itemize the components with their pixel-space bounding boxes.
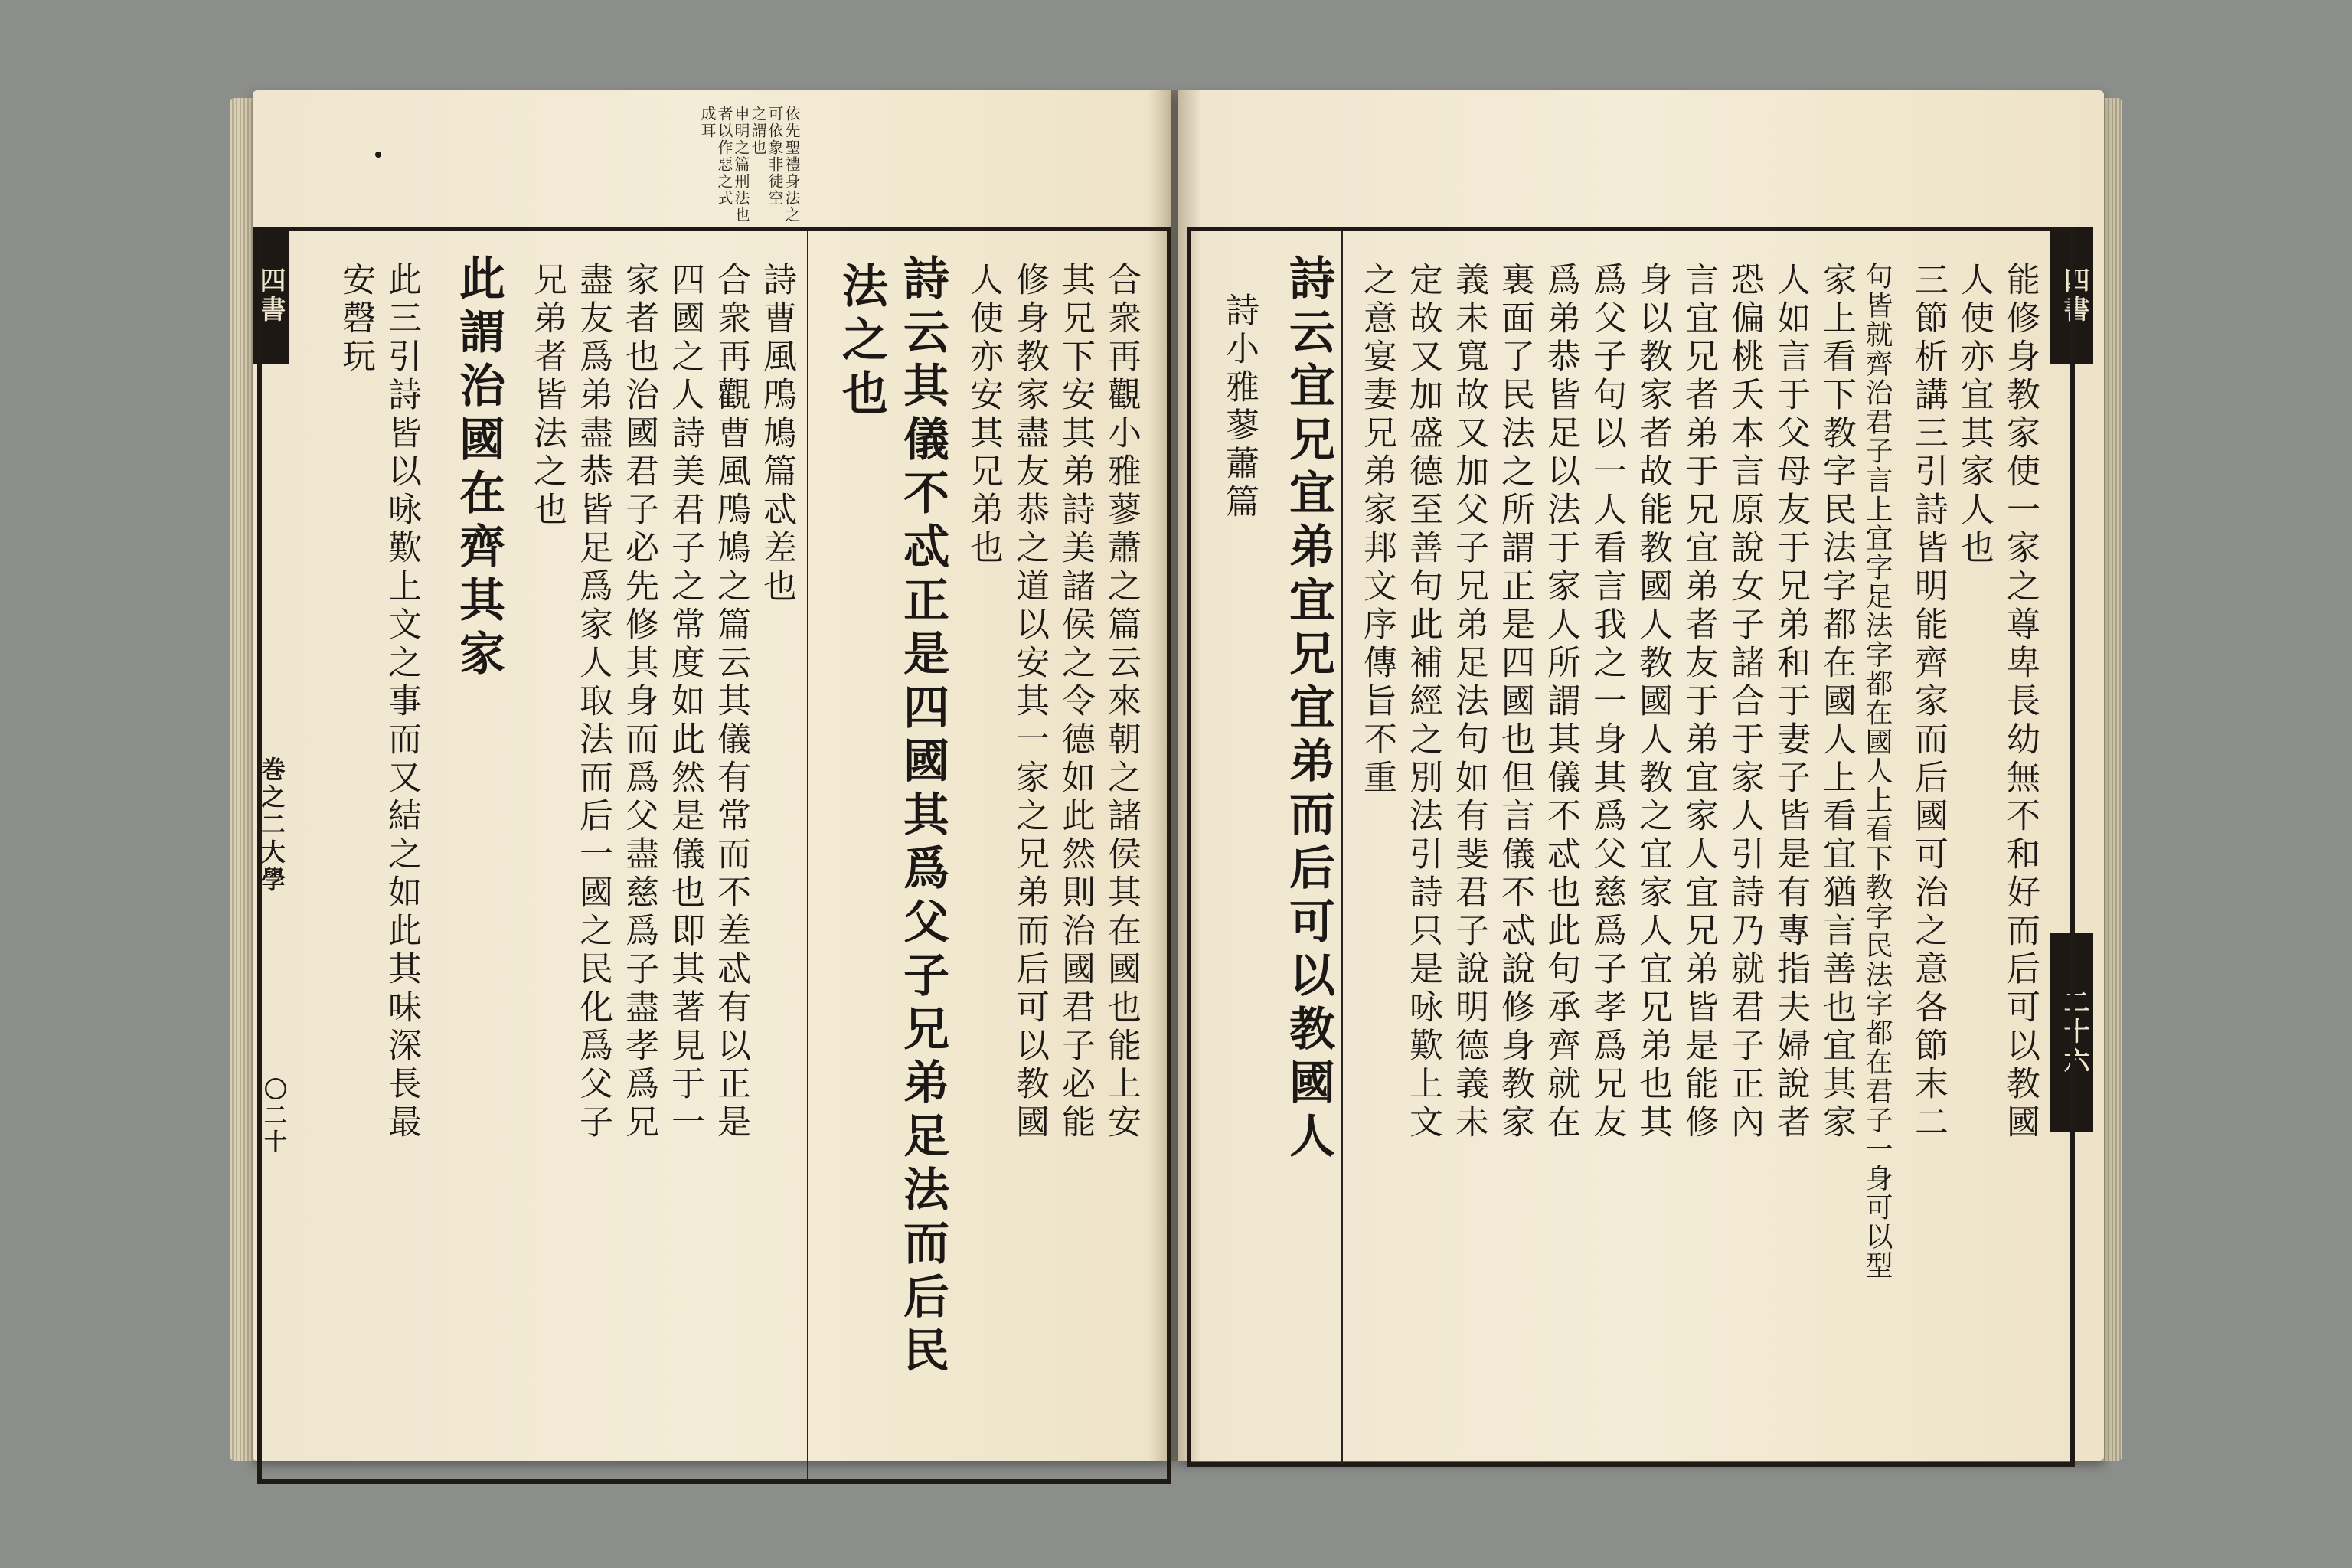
left-col-5: 家者也治國君子必先修其身而爲父盡慈爲子盡孝爲兄 [619, 262, 658, 1142]
right-col-5: 家上看下教字民法字都在國人上看宜猶言善也宜其家 [1817, 262, 1856, 1142]
left-col-2: 此三引詩皆以咏歎上文之事而又結之如此其味深長最 [382, 262, 421, 1142]
left-col-3: 兄弟者皆法之也 [528, 262, 567, 530]
right-col-15: 之意宴妻兄弟家邦文序傳旨不重 [1357, 262, 1396, 798]
left-col-8: 詩曹風鳲鳩篇忒差也 [757, 262, 796, 606]
left-big-text-2: 詩云其儀不忒正是四國其爲父子兄弟足法而后民 [896, 254, 949, 1380]
right-col-7: 恐偏桃夭本言原說女子諸合于家人引詩乃就君子正內 [1725, 262, 1764, 1142]
left-band-lower: 巻之二大學 [257, 756, 286, 894]
top-note-3: 之謂也 [749, 106, 767, 156]
left-text-frame [257, 227, 1171, 1484]
left-col-13: 修身教家盡友恭之道以安其一家之兄弟而后可以教國 [1010, 262, 1049, 1142]
left-col-14: 人使亦安其兄弟也 [964, 262, 1003, 568]
right-col-10: 爲父子句以一人看言我之一身其爲父慈爲子孝爲兄友 [1587, 262, 1626, 1142]
right-col-3: 三節析講三引詩皆明能齊家而后國可治之意各節末二 [1909, 262, 1948, 1142]
right-col-12: 裏面了民法之所謂正是四國也但言儀不忒說修身教家 [1495, 262, 1534, 1142]
left-col-12: 其兄下安其弟詩美諸侯之令德如此然則治國君子必能 [1056, 262, 1095, 1142]
right-col-6: 人如言于父母友于兄弟和于妻子皆是有專指夫婦說者 [1771, 262, 1810, 1142]
top-note-5: 者以作惡之式 [715, 106, 733, 207]
right-col-2: 人使亦宜其家人也 [1955, 262, 1994, 568]
left-col-11: 合衆再觀小雅蓼蕭之篇云來朝之諸侯其在國也能上安 [1102, 262, 1141, 1142]
right-col-11: 爲弟恭皆足以法于家人所謂其儀不忒也此句承齊就在 [1541, 262, 1580, 1142]
right-col-14: 定故又加盛德至善句此補經之別法引詩只是咏歎上文 [1403, 262, 1442, 1142]
right-band-lower: 二十六 [2050, 933, 2093, 1132]
left-col-4: 盡友爲弟盡恭皆足爲家人取法而后一國之民化爲父子 [573, 262, 612, 1142]
right-band-title: 四書 [2050, 227, 2093, 364]
left-folio: 〇二十 [260, 1077, 286, 1155]
top-note-1: 依先聖禮身法之 [782, 106, 801, 224]
left-col-6: 四國之人詩美君子之常度如此然是儀也即其著見于一 [665, 262, 704, 1142]
right-text-frame [1187, 227, 2075, 1467]
right-col-16: 詩小雅蓼蕭篇 [1220, 292, 1259, 522]
top-note-4: 申明之篇刑法也 [732, 106, 750, 224]
left-big-text-1: 此謂治國在齊其家 [452, 254, 505, 683]
right-big-text: 詩云宜兄宜弟宜兄宜弟而后可以教國人 [1282, 254, 1335, 1165]
right-col-1: 能修身教家使一家之尊卑長幼無不和好而后可以教國 [2001, 262, 2040, 1142]
open-book [230, 90, 2121, 1476]
right-col-4: 句皆就齊治君子言上宜字足法字都在國人上看下教字民法字都在君子一身可以型 [1861, 262, 1893, 1280]
right-inner-rule [1341, 231, 1343, 1464]
top-note-2: 可依象非徒空 [766, 106, 784, 207]
top-note-6: 成耳 [698, 106, 717, 139]
ink-dot [375, 152, 381, 158]
left-band-title: 四書 [253, 227, 289, 364]
left-inner-rule [807, 231, 808, 1479]
right-col-9: 身以教家者故能教國人教國人教之宜家人宜兄弟也其 [1633, 262, 1672, 1142]
left-col-1: 安磬玩 [336, 262, 375, 377]
left-col-7: 合衆再觀曹風鳲鳩之篇云其儀有常而不差忒有以正是 [711, 262, 750, 1142]
right-col-13: 義未寬故又加父子兄弟足法句如有斐君子說明德義未 [1449, 262, 1488, 1142]
left-big-text-3: 法之也 [835, 262, 888, 423]
right-col-8: 言宜兄者弟于兄宜弟者友于弟宜家人宜兄弟皆是能修 [1679, 262, 1718, 1142]
